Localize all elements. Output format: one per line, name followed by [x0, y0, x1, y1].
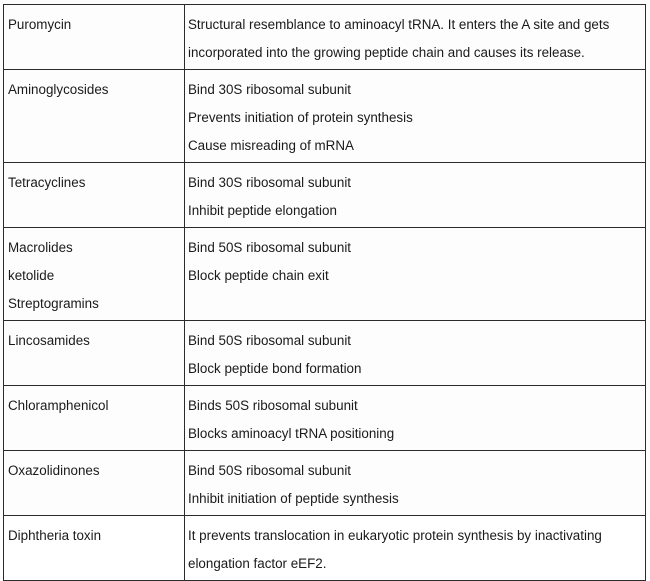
mechanism-cell [185, 228, 646, 321]
mechanism-line: It prevents translocation in eukaryotic protein synthesis by inactivating [188, 528, 602, 543]
mechanism-line: Cause misreading of mRNA [188, 138, 354, 153]
table-row [4, 163, 646, 228]
table-row [4, 321, 646, 386]
mechanism-cell [185, 321, 646, 386]
mechanism-cell [185, 70, 646, 163]
mechanism-line: Bind 30S ribosomal subunit [188, 175, 352, 190]
drug-name: Macrolides [8, 240, 73, 255]
mechanism-line: Block peptide bond formation [188, 361, 362, 376]
table-row [4, 5, 646, 70]
drug-name-cell [4, 386, 185, 451]
table-row [4, 228, 646, 321]
drug-name-cell [4, 321, 185, 386]
drug-name-cell [4, 5, 185, 70]
drug-name-cell [4, 451, 185, 516]
mechanism-line: Prevents initiation of protein synthesis [188, 110, 413, 125]
mechanism-line: elongation factor eEF2. [188, 556, 327, 571]
drug-name: Lincosamides [8, 333, 90, 348]
mechanism-line: Blocks aminoacyl tRNA positioning [188, 426, 395, 441]
mechanism-cell [185, 5, 646, 70]
mechanism-line: Bind 50S ribosomal subunit [188, 240, 352, 255]
drug-name: Diphtheria toxin [8, 528, 102, 543]
table-row [4, 386, 646, 451]
table-row [4, 70, 646, 163]
table-row [4, 451, 646, 516]
drug-name-cell [4, 228, 185, 321]
mechanism-line: Inhibit initiation of peptide synthesis [188, 491, 399, 506]
drug-name: Tetracyclines [8, 175, 86, 190]
mechanism-line: Block peptide chain exit [188, 268, 329, 283]
mechanism-line: Bind 50S ribosomal subunit [188, 463, 352, 478]
mechanism-cell [185, 386, 646, 451]
mechanism-cell [185, 451, 646, 516]
mechanism-line: Binds 50S ribosomal subunit [188, 398, 358, 413]
drug-name-cell [4, 70, 185, 163]
mechanism-line: Inhibit peptide elongation [188, 203, 337, 218]
mechanism-line: incorporated into the growing peptide chain and causes its release. [188, 45, 585, 60]
drug-name: Streptogramins [8, 296, 99, 311]
mechanism-cell [185, 516, 646, 581]
drug-name: Oxazolidinones [8, 463, 100, 478]
mechanism-cell [185, 163, 646, 228]
table-row [4, 516, 646, 581]
drug-name: Chloramphenicol [8, 398, 109, 413]
mechanism-line: Bind 30S ribosomal subunit [188, 82, 352, 97]
drug-name-cell [4, 163, 185, 228]
mechanism-line: Structural resemblance to aminoacyl tRNA. It enters the A site and gets [188, 17, 610, 32]
drug-name-cell [4, 516, 185, 581]
drug-name: Puromycin [8, 17, 72, 32]
mechanism-line: Bind 50S ribosomal subunit [188, 333, 352, 348]
antibiotic-mechanism-table [3, 4, 646, 581]
drug-name: Aminoglycosides [8, 82, 109, 97]
drug-name: ketolide [8, 268, 55, 283]
